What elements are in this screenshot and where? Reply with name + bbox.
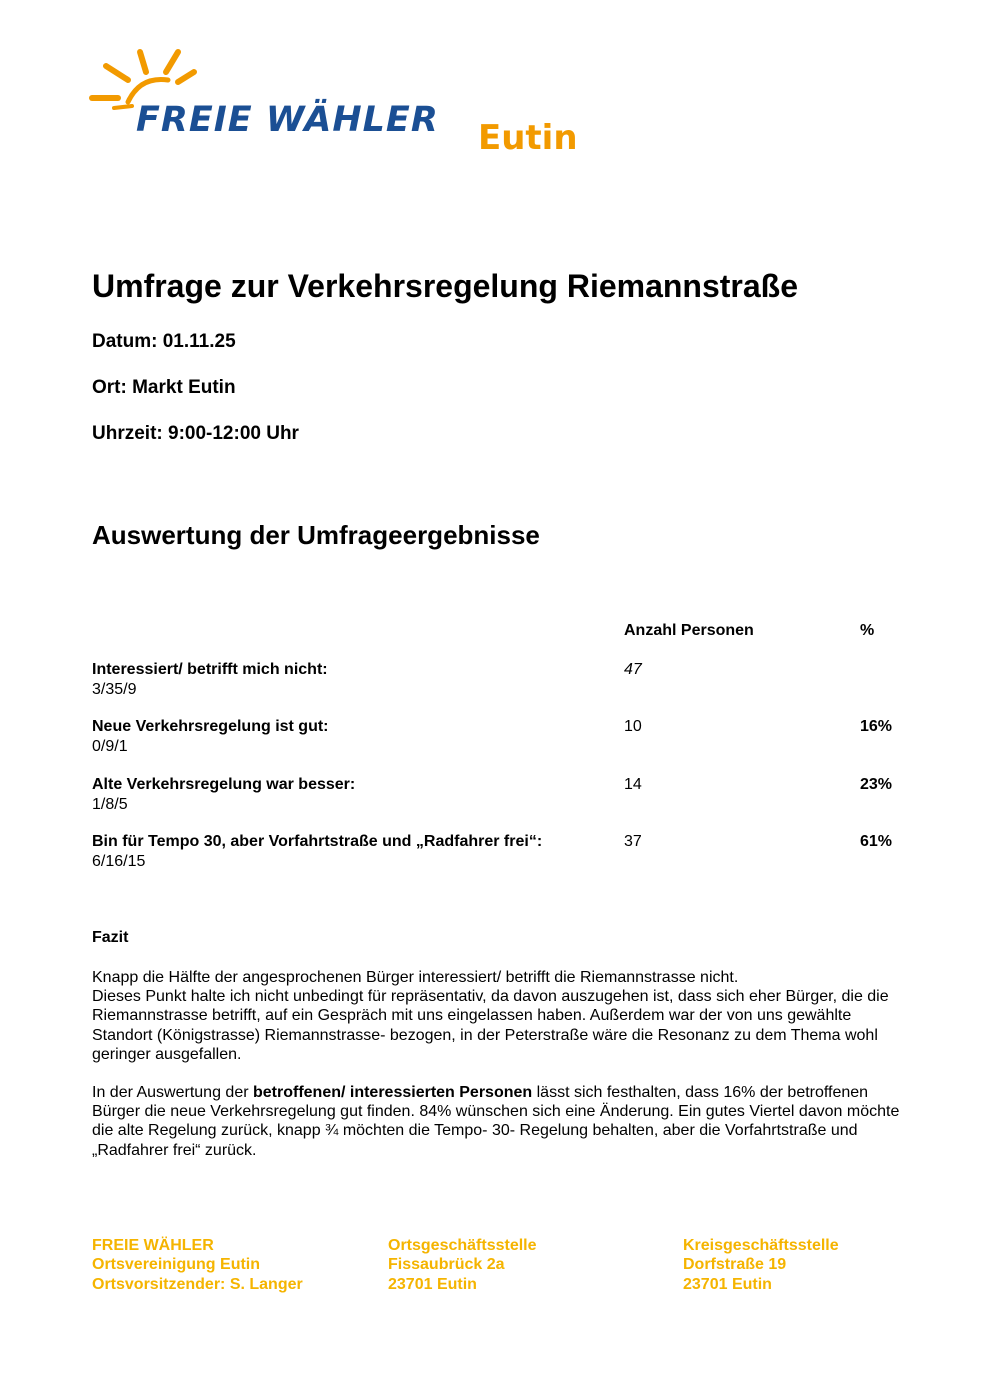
row-label: Bin für Tempo 30, aber Vorfahrtstraße und „Radfahrer frei“: (92, 833, 543, 850)
fazit-paragraph-1-line-1: Knapp die Hälfte der angesprochenen Bürger interessiert/ betrifft die Riemannstrasse nicht. (92, 969, 739, 986)
footer-column-association (92, 1236, 303, 1294)
column-header-percent: % (860, 622, 875, 639)
footer-line: Ortsvorsitzender: S. Langer (92, 1275, 303, 1293)
footer-line: 23701 Eutin (683, 1275, 772, 1293)
row-count: 10 (624, 718, 642, 735)
logo-main-text: FREIE WÄHLER (136, 100, 439, 140)
fazit-heading: Fazit (92, 929, 129, 946)
page-title: Umfrage zur Verkehrsregelung Riemannstraße (92, 268, 799, 304)
row-percent: 61% (860, 833, 893, 850)
row-sub: 6/16/15 (92, 853, 146, 870)
row-percent: 16% (860, 718, 893, 735)
footer-line: Fissaubrück 2a (388, 1256, 505, 1274)
column-header-count: Anzahl Personen (624, 622, 754, 639)
footer-line: Dorfstraße 19 (683, 1256, 787, 1274)
row-percent: 23% (860, 776, 893, 793)
row-label: Interessiert/ betrifft mich nicht: (92, 661, 328, 678)
row-sub: 0/9/1 (92, 738, 128, 755)
footer-column-local-office (388, 1236, 537, 1294)
fazit-paragraph-2 (92, 1083, 902, 1160)
fazit-paragraph-1-rest: Dieses Punkt halte ich nicht unbedingt für repräsentativ, da davon auszugehen ist, dass sich eher Bürger, die die Riemannstrasse betrifft, auf ein Gespräch mit uns eingelassen haben. Außerdem war der von uns gewählte Standort (Königstrasse) Riemannstrasse- bezogen, in der Peterstraße wäre die Resonanz zu dem Thema wohl geringer ausgefallen. (92, 988, 889, 1063)
row-label: Neue Verkehrsregelung ist gut: (92, 718, 329, 735)
footer-line: Ortsgeschäftsstelle (388, 1237, 537, 1254)
footer-line: FREIE WÄHLER (92, 1237, 214, 1254)
row-count: 14 (624, 776, 642, 793)
fazit-paragraph-1 (92, 968, 902, 1064)
row-count: 37 (624, 833, 642, 850)
logo (88, 46, 588, 166)
fazit-paragraph-2-emphasis: betroffenen/ interessierten Personen (252, 1084, 533, 1101)
footer-column-district-office (683, 1236, 839, 1294)
footer-line: Kreisgeschäftsstelle (683, 1237, 839, 1254)
footer-line: Ortsvereinigung Eutin (92, 1256, 261, 1274)
row-count: 47 (624, 661, 642, 678)
section-title: Auswertung der Umfrageergebnisse (92, 520, 540, 550)
meta-date: Datum: 01.11.25 (92, 331, 236, 352)
fazit-paragraph-2-end: lässt sich festhalten, dass 16% der betroffenen Bürger die neue Verkehrsregelung gut finden. 84% wünschen sich eine Änderung. Ein gutes Viertel davon möchte die alte Regelung zurück, knapp ¾ möchten die Tempo- 30- Regelung behalten, aber die Vorfahrtstraße und „Radfahrer frei“ zurück. (92, 1084, 900, 1159)
row-label: Alte Verkehrsregelung war besser: (92, 776, 356, 793)
logo-sub-text: Eutin (478, 118, 578, 158)
meta-time: Uhrzeit: 9:00-12:00 Uhr (92, 423, 299, 444)
footer-line: 23701 Eutin (388, 1275, 477, 1293)
meta-place: Ort: Markt Eutin (92, 377, 236, 398)
row-sub: 1/8/5 (92, 796, 128, 813)
fazit-paragraph-2-start: In der Auswertung der (92, 1084, 253, 1101)
row-sub: 3/35/9 (92, 681, 137, 698)
